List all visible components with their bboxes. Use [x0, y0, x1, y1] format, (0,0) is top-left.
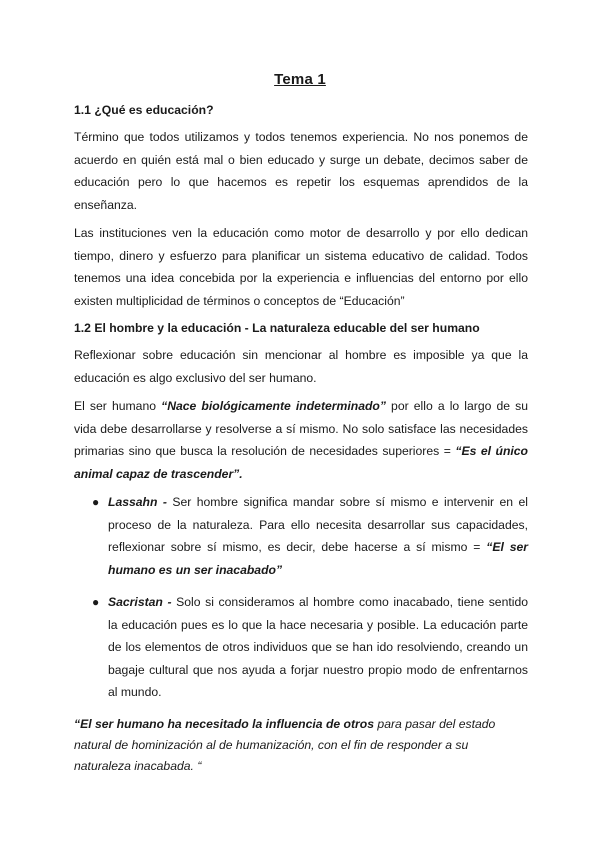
list-item: [92, 591, 528, 704]
list-item: [92, 491, 528, 581]
author-name: Sacristan -: [108, 595, 172, 609]
document-body: [74, 100, 528, 783]
paragraph: Término que todos utilizamos y todos tenemos experiencia. No nos ponemos de acuerdo en quién está mal o bien educado y surge un debate, decimos saber de educación pero lo que hacemos es repetir los esquemas aprendidos de la enseñanza.: [74, 130, 528, 212]
bullet-icon: ●: [92, 495, 100, 509]
section-heading-1: 1.1 ¿Qué es educación?: [74, 103, 214, 117]
quote-text: para pasar del estado natural de hominización al de humanización, con el fin de responder a su naturaleza inacabada. “: [74, 716, 496, 773]
paragraph: Reflexionar sobre educación sin mencionar al hombre es imposible ya que la educación es algo exclusivo del ser humano.: [74, 348, 528, 385]
quote-emphasis: “El ser humano ha necesitado la influencia de otros: [74, 716, 375, 731]
list-item-text: Solo si consideramos al hombre como inacabado, tiene sentido la educación pues es lo que la hace necesaria y posible. La educación parte de los elementos de otros individuos que se han ido resolviendo, creando un bagaje cultural que nos ayuda a forjar nuestro propio modo de enfrentarnos al mundo.: [108, 595, 528, 699]
section-heading-2: 1.2 El hombre y la educación - La naturaleza educable del ser humano: [74, 321, 480, 335]
closing-quote: [74, 714, 528, 777]
author-name: Lassahn -: [108, 495, 167, 509]
list-item-text: Ser hombre significa mandar sobre sí mismo e intervenir en el proceso de la naturaleza. Para ello necesita desarrollar sus capacidades, reflexionar sobre sí mismo, es decir, debe hacerse a sí mismo =: [108, 495, 528, 554]
emphasis-text: “El ser humano es un ser inacabado”: [108, 540, 528, 577]
emphasis-text: “Es el único animal capaz de trascender”.: [74, 444, 528, 481]
bullet-icon: ●: [92, 595, 100, 609]
emphasis-text: “Nace biológicamente indeterminado”: [161, 399, 386, 413]
text-span: El ser humano: [74, 399, 162, 413]
page-title: Tema 1: [274, 71, 326, 88]
paragraph: Las instituciones ven la educación como motor de desarrollo y por ello dedican tiempo, dinero y esfuerzo para planificar un sistema educativo de calidad. Todos tenemos una idea concebida por la experiencia e influencias del entorno por ello existen multiplicidad de términos o conceptos de “Educación”: [74, 226, 528, 308]
paragraph-with-emphasis: [74, 395, 528, 485]
text-span: por ello a lo largo de su vida debe desarrollarse y resolverse a sí mismo. No solo satisface las necesidades primarias sino que busca la resolución de necesidades superiores =: [74, 399, 528, 458]
bullet-list: [74, 491, 528, 704]
